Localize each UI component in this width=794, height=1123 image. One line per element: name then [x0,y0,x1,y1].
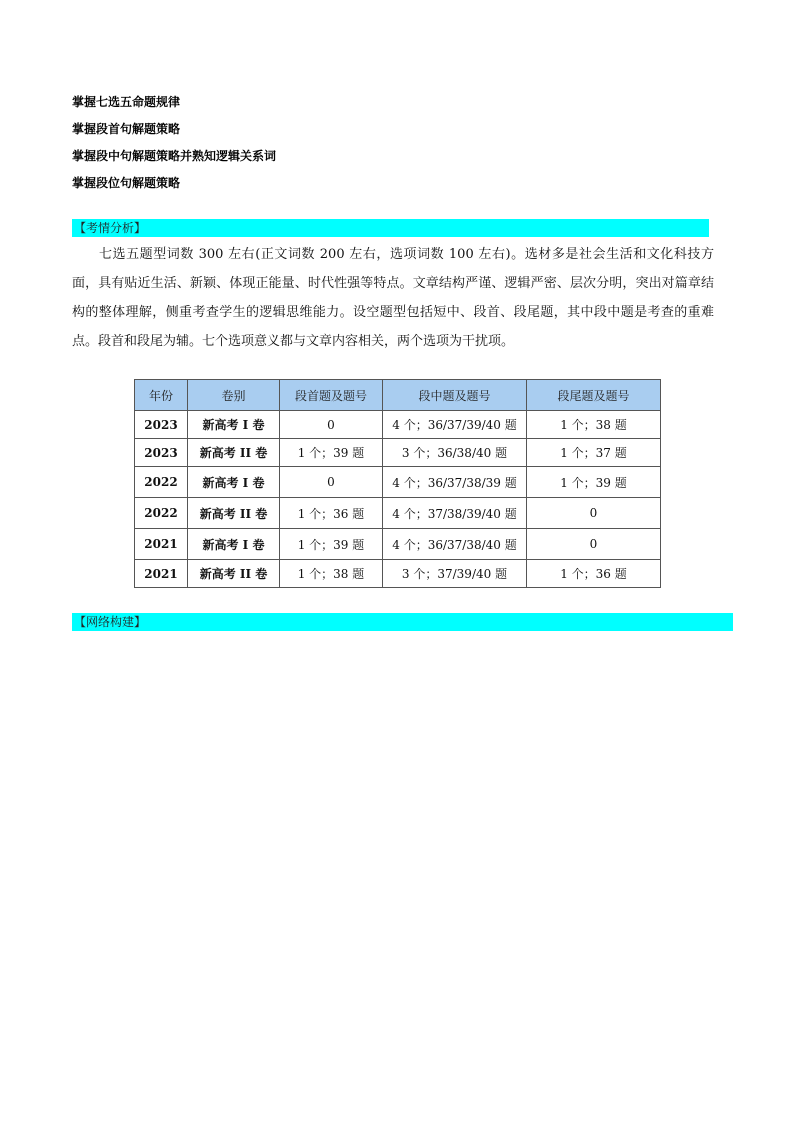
cell-last: 0 [527,529,661,560]
cell-last: 0 [527,498,661,529]
table-row [135,498,661,529]
cell-paper: 新高考 II 卷 [188,439,280,467]
header-last: 段尾题及题号 [527,380,661,411]
cell-year: 2022 [135,467,188,498]
header-year: 年份 [135,380,188,411]
cell-first: 1 个；39 题 [280,529,383,560]
goal-item: 掌握段首句解题策略 [72,122,181,136]
learning-goals [72,93,276,201]
cell-middle: 3 个；37/39/40 题 [383,560,527,588]
cell-paper: 新高考 II 卷 [188,560,280,588]
goal-item: 掌握段位句解题策略 [72,176,181,190]
table-row [135,439,661,467]
section-heading-network: 【网络构建】 [72,613,733,631]
header-paper: 卷别 [188,380,280,411]
cell-first: 1 个；36 题 [280,498,383,529]
cell-paper: 新高考 I 卷 [188,411,280,439]
cell-year: 2021 [135,529,188,560]
cell-middle: 4 个；37/38/39/40 题 [383,498,527,529]
cell-year: 2023 [135,439,188,467]
header-first: 段首题及题号 [280,380,383,411]
table-row [135,411,661,439]
cell-last: 1 个；37 题 [527,439,661,467]
table-header-row [135,380,661,411]
table-row [135,560,661,588]
cell-last: 1 个；38 题 [527,411,661,439]
cell-paper: 新高考 I 卷 [188,467,280,498]
cell-last: 1 个；36 题 [527,560,661,588]
cell-first: 0 [280,467,383,498]
cell-year: 2021 [135,560,188,588]
cell-first: 1 个；38 题 [280,560,383,588]
cell-middle: 4 个；36/37/38/40 题 [383,529,527,560]
goal-item: 掌握段中句解题策略并熟知逻辑关系词 [72,149,277,163]
cell-year: 2023 [135,411,188,439]
header-middle: 段中题及题号 [383,380,527,411]
table-row [135,529,661,560]
cell-first: 0 [280,411,383,439]
cell-middle: 3 个；36/38/40 题 [383,439,527,467]
cell-first: 1 个；39 题 [280,439,383,467]
cell-middle: 4 个；36/37/39/40 题 [383,411,527,439]
cell-year: 2022 [135,498,188,529]
cell-middle: 4 个；36/37/38/39 题 [383,467,527,498]
cell-paper: 新高考 I 卷 [188,529,280,560]
cell-paper: 新高考 II 卷 [188,498,280,529]
exam-stats-table [134,379,661,588]
goal-item: 掌握七选五命题规律 [72,95,181,109]
cell-last: 1 个；39 题 [527,467,661,498]
section-heading-exam-analysis: 【考情分析】 [72,219,709,237]
exam-analysis-paragraph: 七选五题型词数 300 左右(正文词数 200 左右，选项词数 100 左右)。选材多是社会生活和文化科技方面，具有贴近生活、新颖、体现正能量、时代性强等特点。文章结构严谨、逻辑严密、层次分明，突出对篇章结构的整体理解，侧重考查学生的逻辑思维能力。设空题型包括短中、段首、段尾题，其中段中题是考查的重难点。段首和段尾为辅。七个选项意义都与文章内容相关，两个选项为干扰项。 [72,247,714,349]
table-row [135,467,661,498]
